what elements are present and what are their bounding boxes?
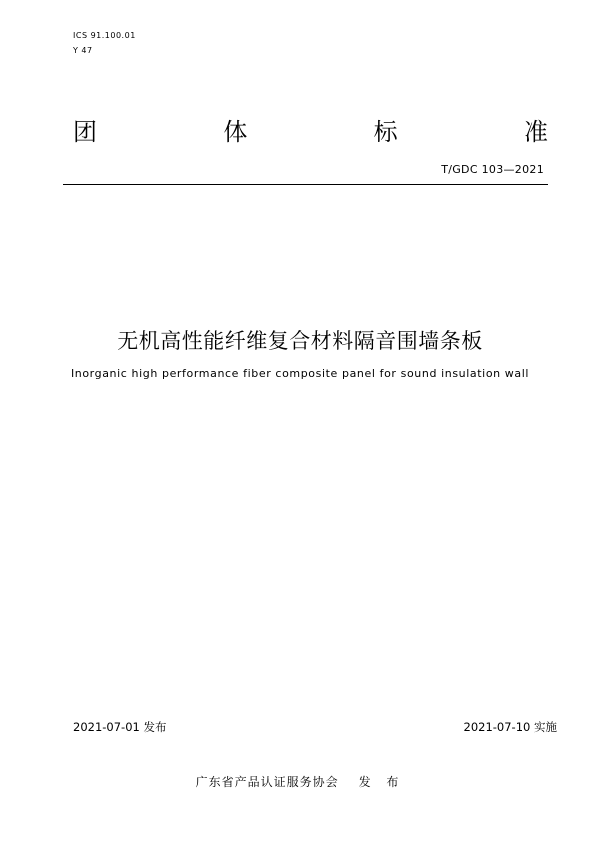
publisher-action: 发 布 xyxy=(358,775,405,789)
standard-type-char-3: 标 xyxy=(373,118,398,146)
title-chinese: 无机高性能纤维复合材料隔音围墙条板 xyxy=(117,329,483,353)
title-english: Inorganic high performance fiber composite panel for sound insulation wall xyxy=(70,367,530,380)
publisher-line xyxy=(0,774,600,790)
ccs-code: Y 47 xyxy=(73,46,93,55)
publisher-name: 广东省产品认证服务协会 xyxy=(195,775,339,789)
header-divider xyxy=(63,184,548,185)
implementation-date: 2021-07-10 实施 xyxy=(463,720,557,734)
standard-type-char-1: 团 xyxy=(73,118,97,146)
standard-type-char-4: 准 xyxy=(523,118,548,146)
standard-type-heading xyxy=(73,115,548,149)
ics-code: ICS 91.100.01 xyxy=(73,31,136,40)
issue-date: 2021-07-01 发布 xyxy=(73,720,167,734)
standard-type-char-2: 体 xyxy=(223,118,248,146)
standard-number: T/GDC 103—2021 xyxy=(441,163,544,176)
